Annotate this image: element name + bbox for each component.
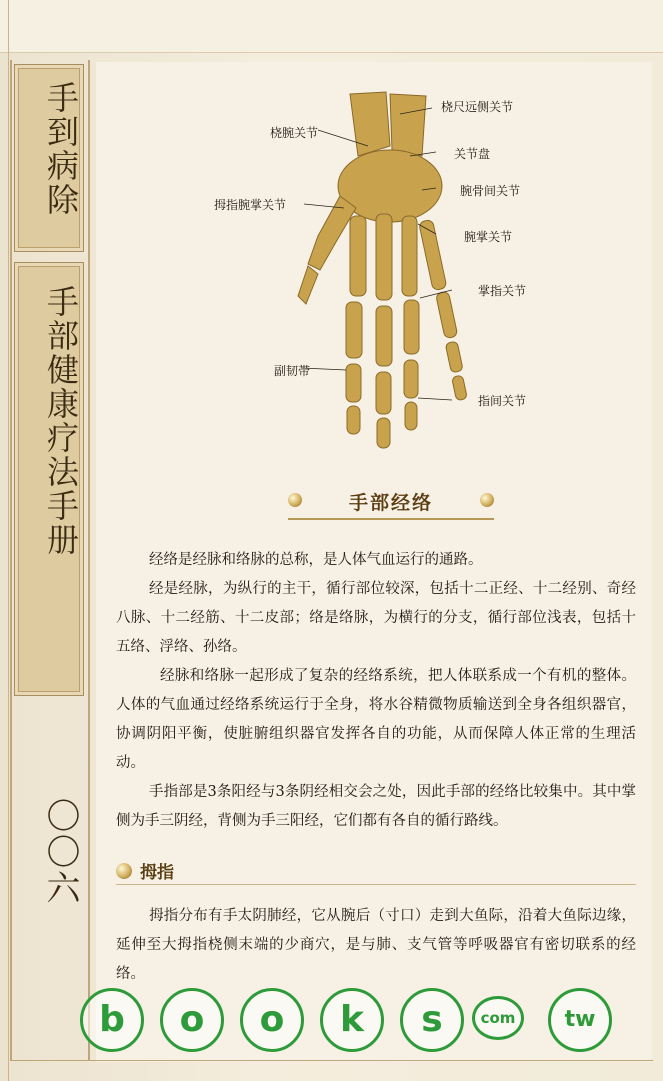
page-number-box — [14, 792, 82, 922]
watermark-letter-k: k — [320, 988, 384, 1052]
bottom-border — [10, 1060, 653, 1061]
watermark-letter-o-2: o — [240, 988, 304, 1052]
label-radiocarpal-joint: 桡腕关节 — [270, 126, 319, 140]
finger-2-phalanx-2 — [346, 364, 361, 402]
section-title: 手部经络 — [348, 492, 433, 514]
sidebar-series-title-box — [14, 262, 84, 696]
watermark-logo — [80, 982, 620, 1060]
binding-line — [8, 0, 9, 1081]
finger-4-phalanx-1 — [404, 300, 419, 354]
watermark-letter-o-1: o — [160, 988, 224, 1052]
label-thumb-carpometacarpal-joint: 拇指腕掌关节 — [214, 198, 287, 212]
sidebar-series-title: 手部健康疗法手册 — [42, 285, 80, 557]
watermark-com: com — [472, 996, 524, 1040]
subsection-paragraph: 拇指分布有手太阴肺经，它从腕后（寸口）走到大鱼际，沿着大鱼际边缘，延伸至大拇指桡侧末端的少商穴，是与肺、支气管等呼吸器官有密切联系的经络。 — [116, 908, 636, 982]
finger-2-phalanx-1 — [346, 302, 362, 358]
sidebar-book-title: 手到病除 — [42, 81, 80, 217]
paragraph-1: 经络是经脉和络脉的总称，是人体气血运行的通路。 — [149, 552, 483, 568]
finger-4-phalanx-3 — [405, 402, 417, 430]
finger-2-phalanx-3 — [347, 406, 360, 434]
subsection-rule — [116, 884, 636, 885]
metacarpal-5 — [419, 219, 447, 290]
label-collateral-ligament: 副韧带 — [274, 364, 311, 378]
page-number: 〇〇六 — [40, 798, 80, 906]
label-distal-radioulnar-joint: 桡尺远侧关节 — [441, 100, 514, 114]
metacarpal-3 — [376, 214, 392, 300]
top-margin — [0, 0, 663, 53]
paragraph-3: 经脉和络脉一起形成了复杂的经络系统，把人体联系成一个有机的整体。人体的气血通过经络系统运行于全身，将水谷精微物质输送到全身各组织器官，协调阴阳平衡，使脏腑组织器官发挥各自的功能，从而保障人体正常的生理活动。 — [116, 668, 636, 771]
label-carpometacarpal-joint: 腕掌关节 — [464, 230, 513, 244]
finger-4-phalanx-2 — [404, 360, 418, 398]
metacarpal-4 — [402, 216, 417, 296]
label-metacarpophalangeal-joint: 掌指关节 — [478, 284, 527, 298]
metacarpal-2 — [350, 216, 366, 296]
heading-underline — [288, 518, 494, 520]
thumb-phalanx — [298, 266, 318, 304]
subsection-title: 拇指 — [140, 863, 174, 883]
finger-5-phalanx-2 — [445, 341, 463, 373]
ulna-bone — [390, 94, 426, 156]
watermark-letter-s: s — [400, 988, 464, 1052]
finger-3-phalanx-1 — [376, 306, 392, 366]
watermark-letter-b: b — [80, 988, 144, 1052]
watermark-tw: tw — [548, 988, 612, 1052]
section-heading — [288, 484, 494, 524]
label-articular-disc: 关节盘 — [454, 147, 491, 161]
paragraph-4: 手指部是3条阳经与3条阴经相交会之处，因此手部的经络比较集中。其中掌侧为手三阴经，背侧为手三阳经，它们都有各自的循行路线。 — [116, 784, 636, 829]
finger-5-phalanx-1 — [436, 291, 458, 339]
finger-3-phalanx-2 — [376, 372, 391, 414]
radius-bone — [350, 92, 390, 156]
finger-5-phalanx-3 — [452, 375, 468, 401]
sidebar-book-title-box — [14, 64, 84, 252]
finger-3-phalanx-3 — [377, 418, 390, 448]
subsection-bullet-icon — [116, 863, 132, 879]
label-interphalangeal-joint: 指间关节 — [478, 394, 527, 408]
label-intercarpal-joint: 腕骨间关节 — [460, 184, 521, 198]
paragraph-2: 经是经脉，为纵行的主干，循行部位较深，包括十二正经、十二经别、奇经八脉、十二经筋、十二皮部；络是络脉，为横行的分支，循行部位浅表，包括十五络、浮络、孙络。 — [116, 581, 636, 655]
